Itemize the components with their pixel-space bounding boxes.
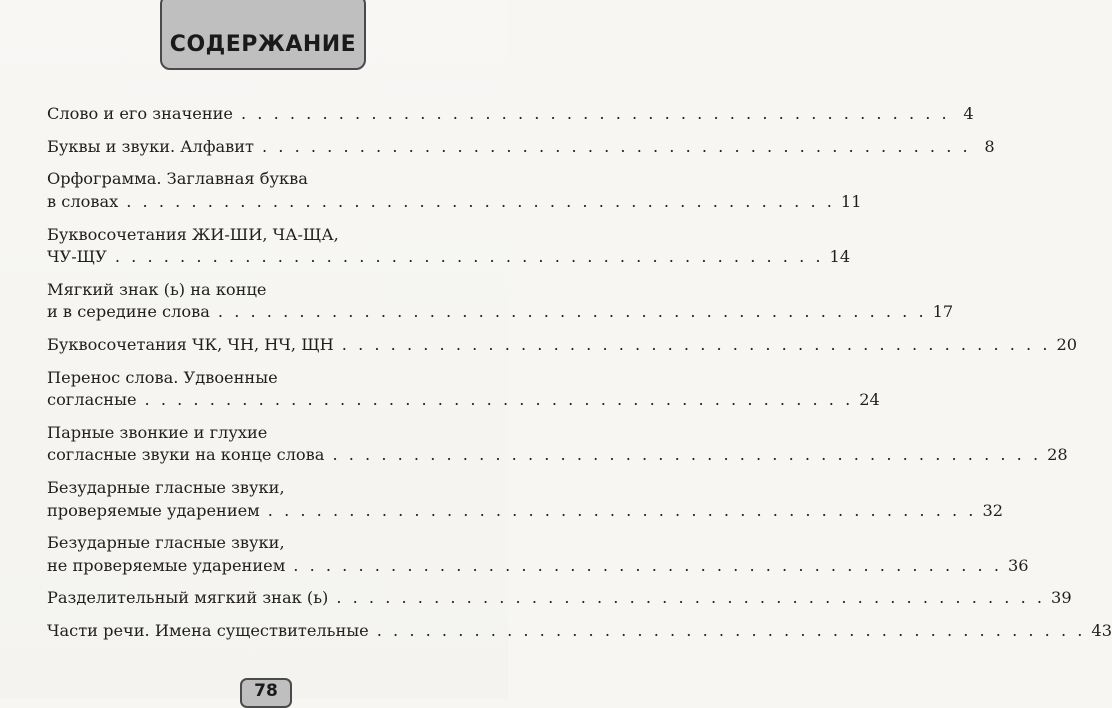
toc-entry-title-line: Разделительный мягкий знак (ь) — [47, 588, 329, 608]
toc-entry-last-line — [47, 444, 1068, 467]
dot-leader: . . . . . . . . . . . . . . . . . . . . . . . . . . . . . . . . . . . . . . . . . . . . — [217, 302, 927, 322]
dot-leader: . . . . . . . . . . . . . . . . . . . . . . . . . . . . . . . . . . . . . . . . . . . . — [332, 445, 1042, 465]
toc-entry-last-line — [47, 246, 851, 269]
toc-entry — [47, 103, 974, 126]
toc-entry-title-line: Безударные гласные звуки, — [47, 533, 285, 553]
toc-entry-title-line: Буквосочетания ЖИ-ШИ, ЧА-ЩА, — [47, 224, 339, 244]
toc-entry-page-number: 24 — [859, 390, 880, 410]
page-number: 78 — [240, 678, 292, 708]
toc-entry-title-line: в словах — [47, 191, 119, 211]
toc-entry — [47, 477, 1004, 522]
dot-leader: . . . . . . . . . . . . . . . . . . . . . . . . . . . . . . . . . . . . . . . . . . . . — [376, 621, 1086, 641]
toc-entry-title-line: согласные звуки на конце слова — [47, 445, 325, 465]
toc-entry-last-line — [47, 103, 974, 126]
toc-entry — [47, 620, 1112, 643]
toc-entry-page-number: 17 — [932, 302, 954, 322]
toc-entry-last-line — [47, 334, 1078, 357]
toc-entry-title-line: и в середине слова — [47, 302, 210, 322]
toc-entry-last-line — [47, 136, 995, 159]
toc-entry — [47, 422, 1068, 467]
dot-leader: . . . . . . . . . . . . . . . . . . . . . . . . . . . . . . . . . . . . . . . . . . . . — [144, 390, 854, 410]
dot-leader: . . . . . . . . . . . . . . . . . . . . . . . . . . . . . . . . . . . . . . . . . . . . — [341, 334, 1051, 354]
toc-entry — [47, 367, 880, 412]
toc-entry — [47, 168, 862, 213]
toc-entry-title-line: Слово и его значение — [47, 104, 234, 123]
toc-entry-last-line — [47, 191, 862, 214]
table-of-contents — [47, 103, 1112, 653]
toc-entry-title-line: ЧУ-ЩУ — [47, 247, 107, 267]
dot-leader: . . . . . . . . . . . . . . . . . . . . . . . . . . . . . . . . . . . . . . . . . . . . — [336, 588, 1046, 608]
toc-entry-title-line: Парные звонкие и глухие — [47, 422, 268, 442]
toc-entry-title-line: Части речи. Имена существительные — [47, 621, 369, 641]
dot-leader: . . . . . . . . . . . . . . . . . . . . . . . . . . . . . . . . . . . . . . . . . . . . — [293, 555, 1002, 575]
toc-entry-title-line: не проверяемые ударением — [47, 555, 286, 575]
title-box — [160, 0, 366, 70]
toc-entry-page-number: 43 — [1091, 621, 1112, 641]
toc-entry — [47, 532, 1029, 577]
toc-entry-last-line — [47, 620, 1112, 643]
toc-entry-page-number: 11 — [840, 191, 862, 211]
toc-entry-title-line: Буквосочетания ЧК, ЧН, НЧ, ЩН — [47, 334, 334, 354]
toc-entry — [47, 224, 851, 269]
dot-leader: . . . . . . . . . . . . . . . . . . . . . . . . . . . . . . . . . . . . . . . . . . . . — [267, 500, 977, 520]
toc-entry-last-line — [47, 500, 1004, 523]
page-title: СОДЕРЖАНИЕ — [169, 32, 357, 57]
toc-entry — [47, 279, 954, 324]
dot-leader: . . . . . . . . . . . . . . . . . . . . . . . . . . . . . . . . . . . . . . . . . . . . — [114, 247, 824, 267]
toc-entry-page-number: 28 — [1047, 445, 1068, 465]
toc-entry-page-number: 4 — [963, 104, 974, 123]
toc-entry — [47, 136, 995, 159]
toc-entry-title-line: согласные — [47, 390, 137, 410]
toc-entry-title-line: Орфограмма. Заглавная буква — [47, 169, 308, 189]
toc-entry-page-number: 20 — [1056, 334, 1078, 354]
toc-entry — [47, 334, 1078, 357]
toc-entry-last-line — [47, 389, 880, 412]
toc-entry-title-line: Мягкий знак (ь) на конце — [47, 279, 267, 299]
toc-entry-last-line — [47, 587, 1072, 610]
dot-leader: . . . . . . . . . . . . . . . . . . . . . . . . . . . . . . . . . . . . . . . . . . . . — [241, 104, 950, 123]
toc-entry-title-line: Буквы и звуки. Алфавит — [47, 136, 254, 156]
dot-leader: . . . . . . . . . . . . . . . . . . . . . . . . . . . . . . . . . . . . . . . . . . . . — [126, 191, 835, 211]
toc-entry-title-line: Безударные гласные звуки, — [47, 478, 285, 497]
toc-entry-title-line: Перенос слова. Удвоенные — [47, 367, 278, 387]
toc-entry-page-number: 39 — [1051, 588, 1072, 608]
toc-entry-last-line — [47, 555, 1029, 578]
dot-leader: . . . . . . . . . . . . . . . . . . . . . . . . . . . . . . . . . . . . . . . . . . . . — [262, 136, 971, 156]
toc-entry — [47, 587, 1072, 610]
toc-entry-page-number: 36 — [1007, 555, 1029, 575]
toc-entry-page-number: 32 — [982, 500, 1004, 520]
toc-entry-title-line: проверяемые ударением — [47, 500, 260, 520]
toc-entry-page-number: 14 — [829, 247, 851, 267]
toc-entry-last-line — [47, 301, 954, 324]
toc-entry-page-number: 8 — [984, 136, 995, 156]
